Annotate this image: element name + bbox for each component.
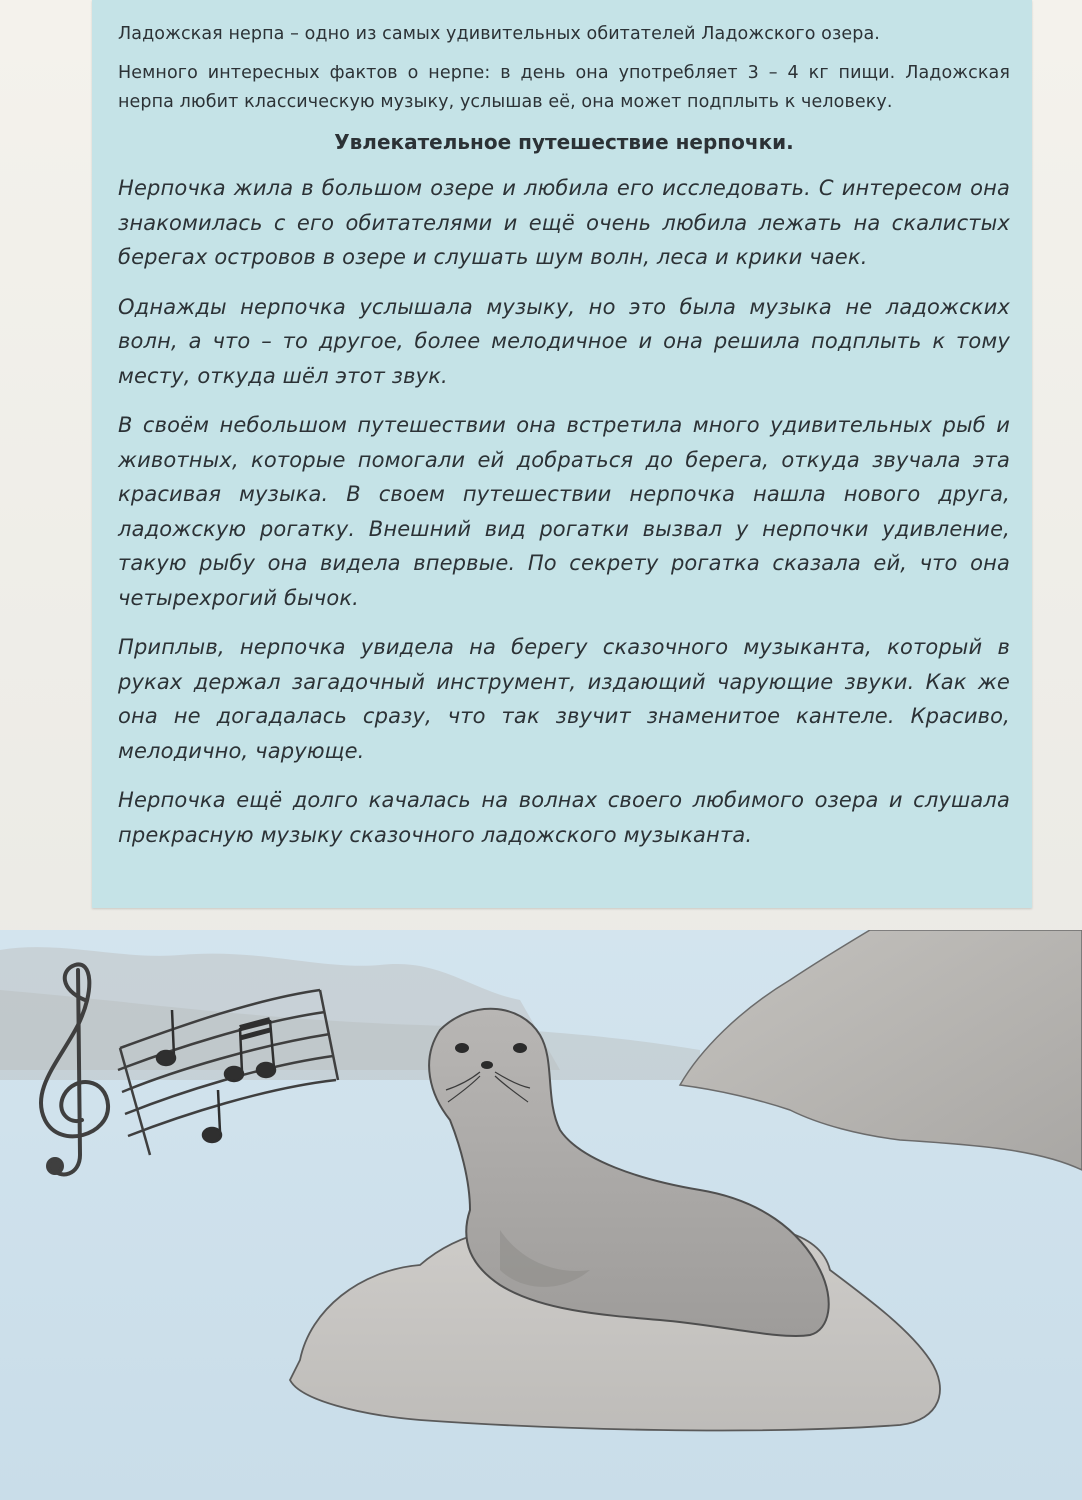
pencil-drawing — [0, 930, 1082, 1500]
story-paragraph-4: Приплыв, нерпочка увидела на берегу сказочного музыканта, который в руках держал загадочный инструмент, издающий чарующие звуки. Как же она не догадалась сразу, что так звучит знаменитое кантеле. Красиво, мелодично, чарующе. — [118, 635, 1010, 763]
story-title: Увлекательное путешествие нерпочки. — [334, 130, 794, 154]
text-panel — [92, 0, 1032, 908]
interesting-facts: Немного интересных фактов о нерпе: в день она употребляет 3 – 4 кг пищи. Ладожская нерпа любит классическую музыку, услышав её, она может подплыть к человеку. — [118, 63, 1010, 112]
story-paragraph-2: Однажды нерпочка услышала музыку, но это была музыка не ладожских волн, а что – то другое, более мелодичное и она решила подплыть к тому месту, откуда шёл этот звук. — [118, 294, 1010, 388]
intro-fact: Ладожская нерпа – одно из самых удивительных обитателей Ладожского озера. — [118, 24, 880, 44]
story-paragraph-5: Нерпочка ещё долго качалась на волнах своего любимого озера и слушала прекрасную музыку сказочного ладожского музыканта. — [118, 788, 1010, 847]
story-paragraph-3: В своём небольшом путешествии она встретила много удивительных рыб и животных, которые помогали ей добраться до берега, откуда звучала эта красивая музыка. В своем путешествии нерпочка нашла нового друга, ладожскую рогатку. Внешний вид рогатки вызвал у нерпочки удивление, такую рыбу она видела впервые. По секрету рогатка сказала ей, что она четырехрогий бычок. — [118, 413, 1010, 610]
story-paragraph-1: Нерпочка жила в большом озере и любила его исследовать. С интересом она знакомилась с его обитателями и ещё очень любила лежать на скалистых берегах островов в озере и слушать шум волн, леса и крики чаек. — [118, 176, 1010, 269]
